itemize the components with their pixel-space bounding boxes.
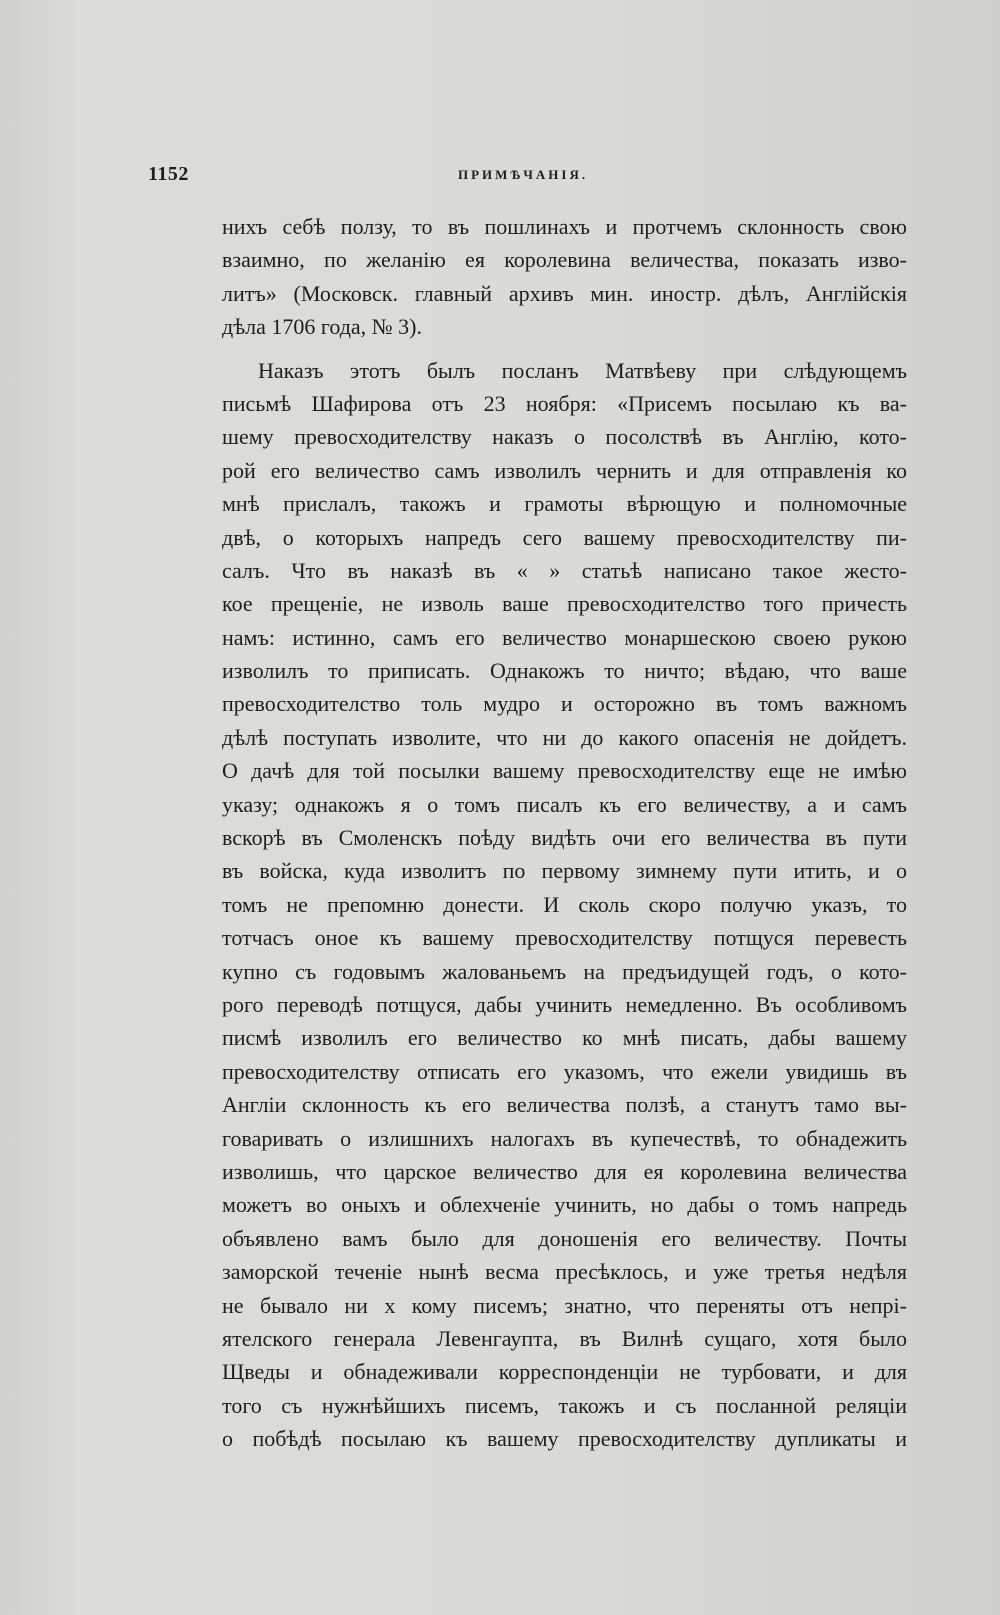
page-header: [148, 163, 908, 193]
text-line: заморской теченіе нынѣ весма пресѣклось, и уже третья недѣля: [222, 1259, 907, 1285]
text-line: рой его величество самъ изволилъ чернить и для отправленія ко: [222, 457, 907, 483]
text-line: купно съ годовымъ жалованьемъ на предъидущей годъ, о кото-: [222, 958, 907, 984]
text-line: тотчасъ оное къ вашему превосходителству потщуся перевесть: [222, 925, 907, 951]
text-line: О дачѣ для той посылки вашему превосходителству еще не имѣю: [222, 758, 907, 784]
text-line: Англіи склонность къ его величества ползѣ, а станутъ тамо вы-: [222, 1092, 907, 1118]
text-line: указу; однакожъ я о томъ писалъ къ его величеству, а и самъ: [222, 791, 907, 817]
text-line: изволилъ то приписать. Однакожъ то ничто; вѣдаю, что ваше: [222, 658, 907, 684]
text-line: Наказъ этотъ былъ посланъ Матвѣеву при слѣдующемъ: [258, 357, 907, 383]
text-line: взаимно, по желанію ея королевина величества, показать изво-: [222, 247, 907, 273]
text-line: салъ. Что въ наказѣ въ « » статьѣ написано такое жесто-: [222, 557, 907, 583]
text-line: вскорѣ въ Смоленскъ поѣду видѣть очи его величества въ пути: [222, 825, 907, 851]
text-line: того съ нужнѣйшихъ писемъ, такожъ и съ посланной реляціи: [222, 1392, 907, 1418]
text-line: превосходителство толь мудро и осторожно въ томъ важномъ: [222, 691, 907, 717]
text-line: литъ» (Московск. главный архивъ мин. иностр. дѣлъ, Англійскія: [222, 280, 907, 306]
text-line: писмѣ изволилъ его величество ко мнѣ писать, дабы вашему: [222, 1025, 907, 1051]
text-line: двѣ, о которыхъ напредъ сего вашему превосходителству пи-: [222, 524, 907, 550]
text-line: не бывало ни х кому писемъ; знатно, что переняты отъ непрі-: [222, 1292, 907, 1318]
text-line: дѣла 1706 года, № 3).: [222, 314, 422, 340]
page-number: 1152: [148, 163, 189, 185]
text-line: въ войска, куда изволитъ по первому зимнему пути итить, и о: [222, 858, 907, 884]
text-line: превосходителству отписать его указомъ, что ежели увидишь въ: [222, 1058, 907, 1084]
text-line: ятелского генерала Левенгаупта, въ Вилнѣ сущаго, хотя было: [222, 1325, 907, 1351]
text-line: шему превосходителству наказъ о посолствѣ въ Англію, кото-: [222, 424, 907, 450]
text-line: рого переводѣ потщуся, дабы учинить немедленно. Въ особливомъ: [222, 991, 907, 1017]
text-line: мнѣ прислалъ, такожъ и грамоты вѣрющую и полномочные: [222, 491, 907, 517]
text-line: намъ: истинно, самъ его величество монаршескою своею рукою: [222, 624, 907, 650]
text-line: дѣлѣ поступать изволите, что ни до какого опасенія не дойдетъ.: [222, 724, 907, 750]
paragraph-gap: [222, 344, 907, 354]
text-line: письмѣ Шафирова отъ 23 ноября: «Присемъ посылаю къ ва-: [222, 390, 907, 416]
text-line: говаривать о излишнихъ налогахъ въ купечествѣ, то обнадежить: [222, 1125, 907, 1151]
text-line: кое прещеніе, не изволь ваше превосходителство того причесть: [222, 591, 907, 617]
text-line: объявлено вамъ было для доношенія его величеству. Почты: [222, 1225, 907, 1251]
text-line: изволишь, что царское величество для ея королевина величества: [222, 1158, 907, 1184]
body-text: [222, 210, 907, 1455]
text-line: Щведы и обнадеживали корреспонденціи не турбовати, и для: [222, 1359, 907, 1385]
text-line: можетъ во оныхъ и облехченіе учинить, но дабы о томъ напредь: [222, 1192, 907, 1218]
running-head: ПРИМѢЧАНІЯ.: [458, 167, 589, 182]
text-line: томъ не препомню донести. И сколь скоро получю указъ, то: [222, 891, 907, 917]
text-line: о побѣдѣ посылаю къ вашему превосходителству дупликаты и: [222, 1426, 907, 1452]
text-line: нихъ себѣ ползу, то въ пошлинахъ и протчемъ склонность свою: [222, 214, 907, 239]
